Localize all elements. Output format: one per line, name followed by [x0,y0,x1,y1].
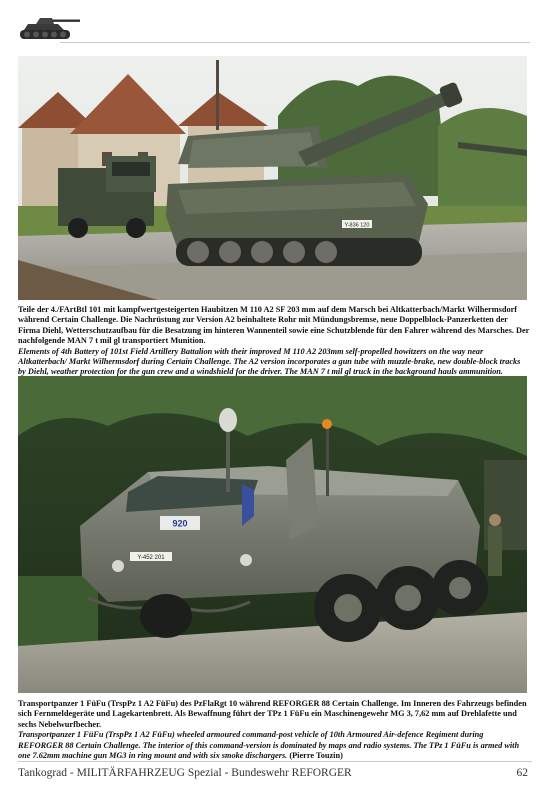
howitzer-photo [18,56,527,300]
caption-english-text: Transportpanzer 1 FüFu (TrspPz 1 A2 FüFu) wheeled armoured command-post vehicle of 10th Armoured Air-defence Regiment during REFORGER 88 Certain Challenge. The interior of this command-version is dominated by maps and radio systems. The TPz 1 FüFu is armed with one 7.62mm machine gun MG3 in ring mount and with six smoke dischargers. [18,730,520,761]
page-number: 62 [516,767,528,779]
photo-credit: (Pierre Touzin) [289,751,343,761]
header-rule [60,42,530,43]
caption-german: Transportpanzer 1 FüFu (TrspPz 1 A2 FüFu) des PzFlaRgt 10 während REFORGER 88 Certain Challenge. Im Inneren des Fahrzeugs befinden sich Fernmeldegeräte und Lagekartenbrett. Als Bewaffnung führt der TPz 1 FüFu ein Maschinengewehr MG 3, 7,62 mm auf Drehlafette und sechs Nebelwurfbecher. [18,699,527,729]
howitzer-plate: Y-836 120 [344,222,370,229]
fuchs-photo [18,376,527,693]
tactical-number: 920 [172,518,188,529]
publication-title: Tankograd - MILITÄRFAHRZEUG Spezial - Bundeswehr REFORGER [18,767,352,779]
footer-rule [18,761,532,762]
caption-english-text: Elements of 4th Battery of 101st Field Artillery Battalion with their improved M 110 A2 203mm self-propelled howitzers on the way near Altkatterbach/ Markt Wilhermsdorf during Certain Challenge. The A2 version incorporates a gun tube with muzzle-brake, new double-block tracks by Diehl, weather protection for the gun crew and a windshield for the driver. The MAN 7 t mil gl truck in the background hauls ammunition. [18,346,521,377]
tank-silhouette-icon [14,10,84,44]
photo2-caption [18,699,530,761]
caption-german: Teile der 4./FArtBtl 101 mit kampfwertgesteigerten Haubitzen M 110 A2 SF 203 mm auf dem Marsch bei Altkatterbach/Markt Wilhermsdorf während Certain Challenge. Die Nachrüstung zur Version A2 beinhaltete Rohr mit Mündungsbremse, neue Doppelblock-Panzerketten der Firma Diehl, Wetterschutzaufbau für die Besatzung im hinteren Wannenteil sowie eine Schutzblende für den Fahrer während des Marsches. Der nachfolgende MAN 7 t mil gl transportiert Munition. [18,305,530,346]
fuchs-plate: Y-452 201 [137,555,165,561]
caption-english [18,730,530,761]
